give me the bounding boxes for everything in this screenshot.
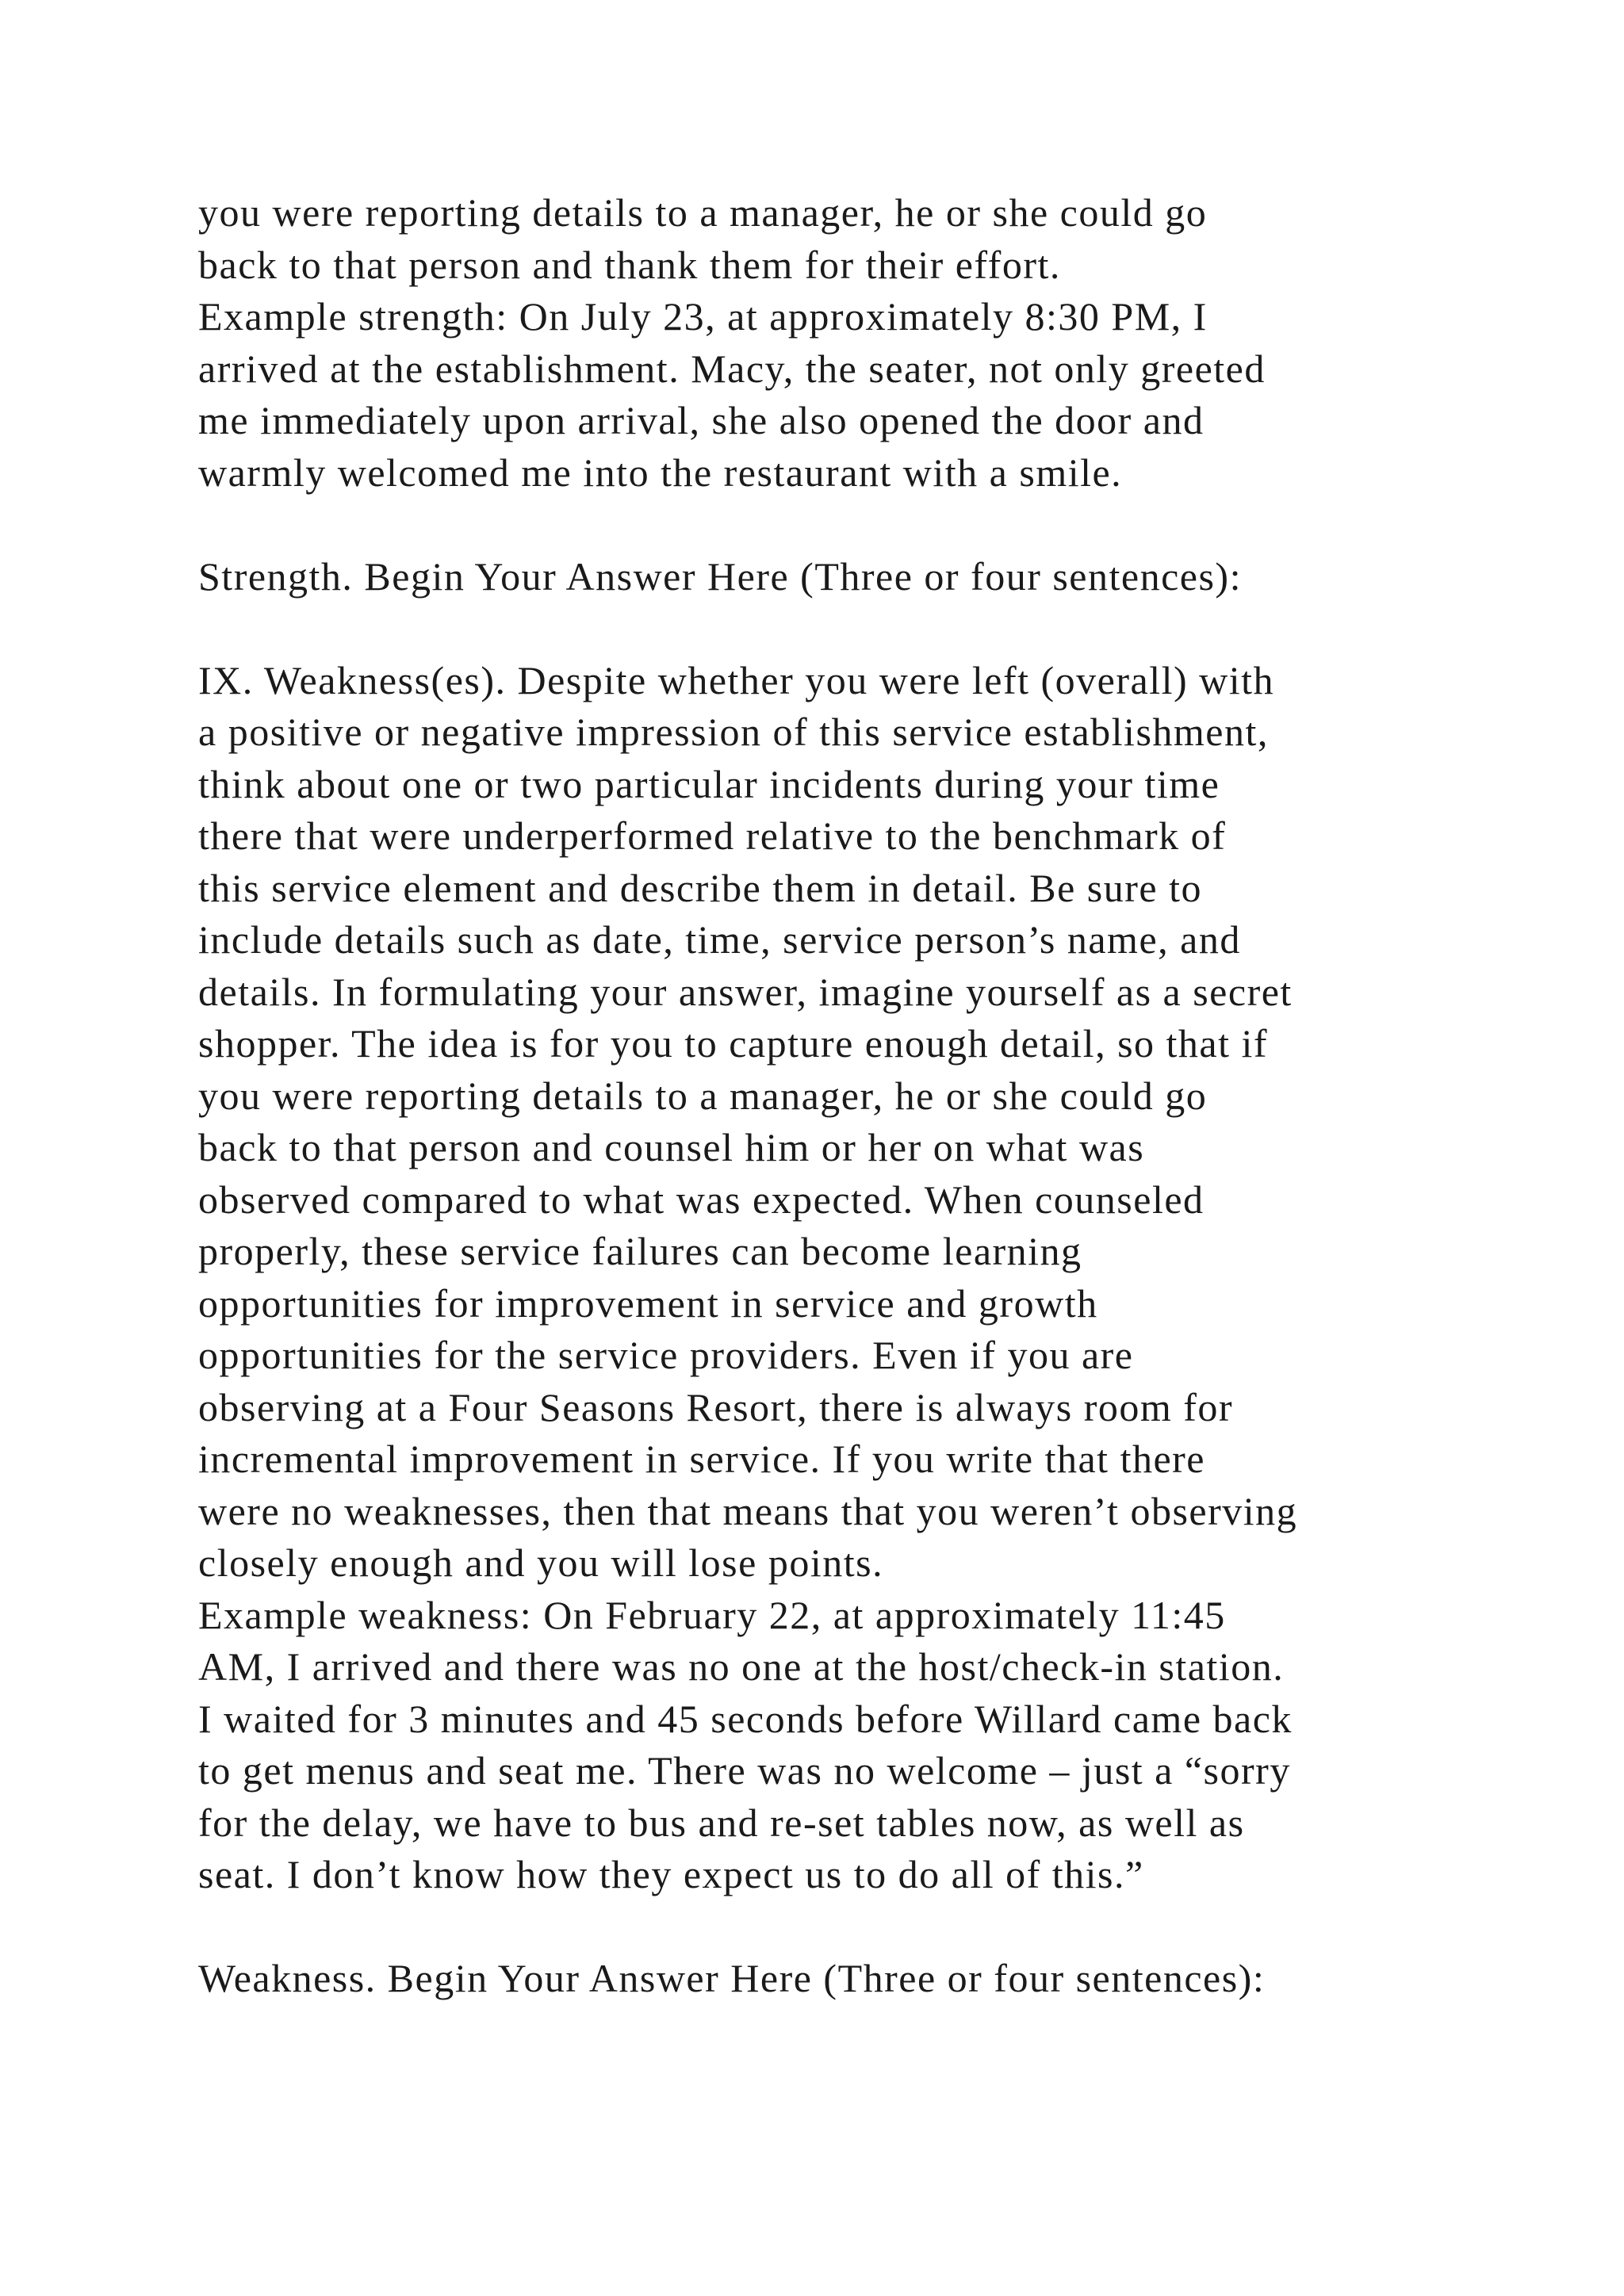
blank-line: [198, 499, 1483, 551]
text-line: opportunities for improvement in service and growth: [198, 1280, 1098, 1326]
text-line: properly, these service failures can become learning: [198, 1229, 1082, 1273]
text-line: think about one or two particular incidents during your time: [198, 761, 1220, 806]
text-line: observing at a Four Seasons Resort, there is always room for: [198, 1384, 1234, 1429]
weakness-answer-prompt: Weakness. Begin Your Answer Here (Three or four sentences):: [198, 1956, 1266, 2000]
text-line: a positive or negative impression of this service establishment,: [198, 710, 1269, 754]
text-line: arrived at the establishment. Macy, the seater, not only greeted: [198, 346, 1266, 391]
text-line: back to that person and thank them for their effort.: [198, 242, 1061, 287]
text-line: include details such as date, time, service person’s name, and: [198, 917, 1241, 962]
text-line: details. In formulating your answer, imagine yourself as a secret: [198, 969, 1293, 1014]
text-line: me immediately upon arrival, she also opened the door and: [198, 398, 1205, 442]
strength-answer-prompt: Strength. Begin Your Answer Here (Three or four sentences):: [198, 553, 1242, 599]
text-line: I waited for 3 minutes and 45 seconds before Willard came back: [198, 1696, 1293, 1741]
text-line: you were reporting details to a manager, he or she could go: [198, 1073, 1208, 1118]
text-line: this service element and describe them in detail. Be sure to: [198, 865, 1203, 910]
text-line: back to that person and counsel him or her on what was: [198, 1125, 1145, 1169]
document-body: [198, 187, 1483, 2005]
section-ix-heading-line: IX. Weakness(es). Despite whether you were left (overall) with: [198, 657, 1275, 702]
blank-line: [198, 603, 1483, 655]
text-line: for the delay, we have to bus and re-set tables now, as well as: [198, 1800, 1245, 1845]
text-line: seat. I don’t know how they expect us to do all of this.”: [198, 1852, 1144, 1896]
text-line: incremental improvement in service. If you write that there: [198, 1437, 1205, 1481]
example-weakness-line: Example weakness: On February 22, at approximately 11:45: [198, 1592, 1226, 1637]
text-line: you were reporting details to a manager, he or she could go: [198, 190, 1208, 235]
text-line: observed compared to what was expected. When counseled: [198, 1177, 1205, 1222]
text-line: shopper. The idea is for you to capture enough detail, so that if: [198, 1021, 1269, 1066]
text-line: to get menus and seat me. There was no welcome – just a “sorry: [198, 1748, 1291, 1793]
text-line: were no weaknesses, then that means that you weren’t observing: [198, 1488, 1298, 1533]
blank-line: [198, 1901, 1483, 1954]
text-line: AM, I arrived and there was no one at the host/check-in station.: [198, 1644, 1285, 1689]
text-line: closely enough and you will lose points.: [198, 1540, 884, 1585]
example-strength-line: Example strength: On July 23, at approximately 8:30 PM, I: [198, 294, 1208, 339]
text-line: there that were underperformed relative to the benchmark of: [198, 813, 1227, 858]
text-line: warmly welcomed me into the restaurant with a smile.: [198, 450, 1123, 495]
text-line: opportunities for the service providers. Even if you are: [198, 1333, 1134, 1377]
